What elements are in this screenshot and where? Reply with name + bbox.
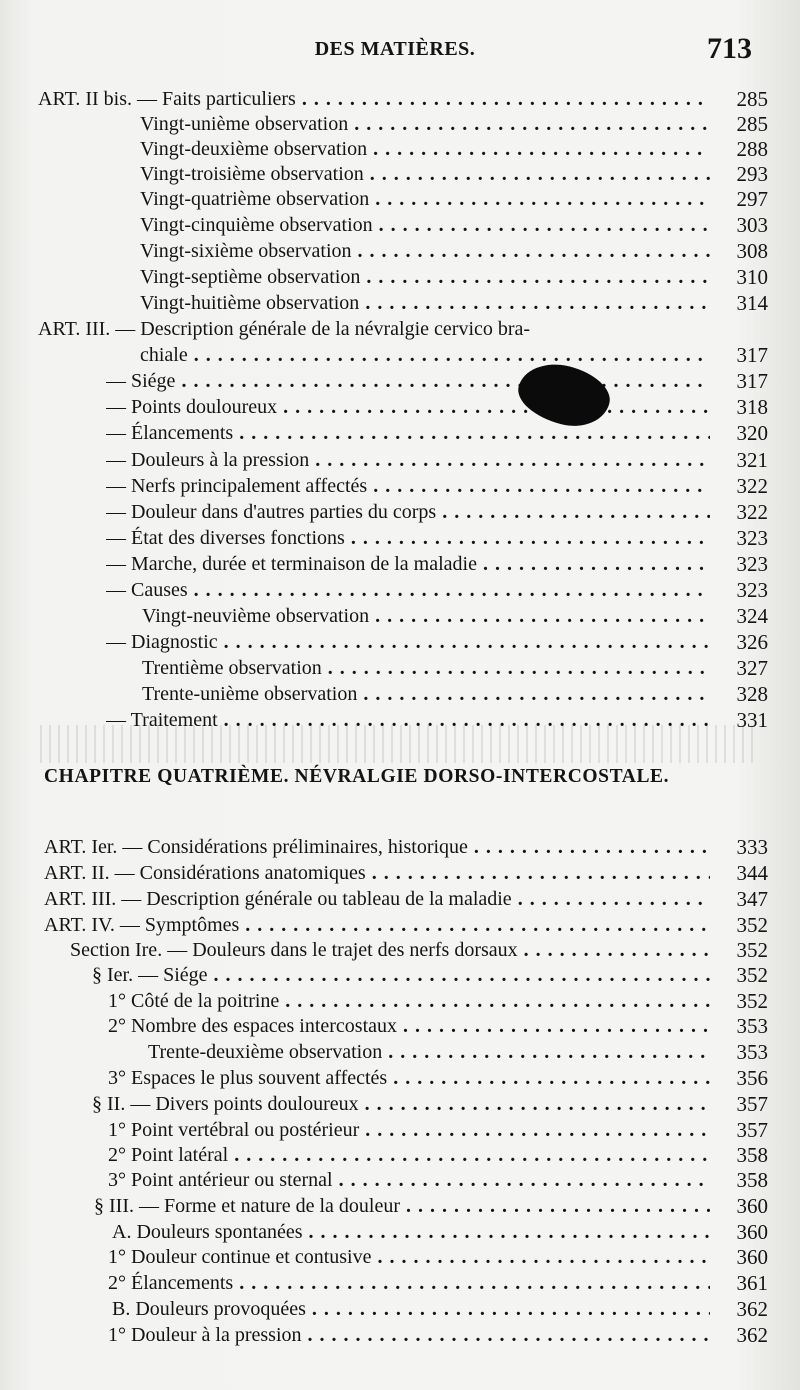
toc-entry: — État des diverses fonctions . . . 323 — [0, 525, 800, 551]
running-title: DES MATIÈRES. — [314, 38, 476, 60]
toc-entry: Vingt-septième observation . . . 310 — [0, 264, 800, 290]
toc-entry: 2° Élancements . . . 361 — [0, 1270, 800, 1296]
page-number: 713 — [707, 32, 752, 65]
toc-entry: Section Ire. — Douleurs dans le trajet des nerfs dorsaux . . . 352 — [0, 937, 800, 963]
toc-entry: A. Douleurs spontanées . . . 360 — [0, 1219, 800, 1245]
toc-entry: § Ier. — Siége . . . 352 — [0, 962, 800, 988]
toc-entry: ART. Ier. — Considérations préliminaires, historique . . . 333 — [0, 834, 800, 860]
toc-entry: — Douleur dans d'autres parties du corps . . . 322 — [0, 499, 800, 525]
toc-entry: — Causes . . . 323 — [0, 577, 800, 603]
toc-entry: 2° Nombre des espaces intercostaux . . . 353 — [0, 1013, 800, 1039]
toc-entry: Trente-unième observation . . . 328 — [0, 681, 800, 707]
toc-entry: — Douleurs à la pression . . . 321 — [0, 447, 800, 473]
toc-entry: — Points douloureux . . . 318 — [0, 394, 800, 420]
toc-entry: Vingt-deuxième observation . . . 288 — [0, 136, 800, 162]
toc-entry: Vingt-huitième observation . . . 314 — [0, 290, 800, 316]
toc-entry: 1° Douleur à la pression . . . 362 — [0, 1322, 800, 1348]
toc-entry: 1° Point vertébral ou postérieur . . . 357 — [0, 1117, 800, 1143]
toc-entry: Vingt-quatrième observation . . . 297 — [0, 186, 800, 212]
toc-entry: — Siége . . . 317 — [0, 368, 800, 394]
toc-entry: ART. II bis. — Faits particuliers . . . 285 — [0, 86, 800, 112]
toc-entry: Trentième observation . . . 327 — [0, 655, 800, 681]
chapter-heading: CHAPITRE QUATRIÈME. NÉVRALGIE DORSO-INTERCOSTALE. — [44, 766, 670, 787]
toc-entry: 1° Côté de la poitrine . . . 352 — [0, 988, 800, 1014]
toc-entry: 3° Point antérieur ou sternal . . . 358 — [0, 1167, 800, 1193]
page-header — [0, 32, 800, 78]
toc-entry: — Diagnostic . . . 326 — [0, 629, 800, 655]
toc-entry: Vingt-unième observation . . . 285 — [0, 111, 800, 137]
toc-entry: chiale . . . 317 — [0, 342, 800, 368]
toc-entry: — Marche, durée et terminaison de la maladie . . . 323 — [0, 551, 800, 577]
toc-entry: 1° Douleur continue et contusive . . . 360 — [0, 1244, 800, 1270]
toc-entry: 3° Espaces le plus souvent affectés . . . 356 — [0, 1065, 800, 1091]
toc-entry: Trente-deuxième observation . . . 353 — [0, 1039, 800, 1065]
toc-entry: Vingt-troisième observation . . . 293 — [0, 161, 800, 187]
toc-entry: ART. II. — Considérations anatomiques . . . 344 — [0, 860, 800, 886]
toc-entry: Vingt-cinquième observation . . . 303 — [0, 212, 800, 238]
toc-entry: Vingt-sixième observation . . . 308 — [0, 238, 800, 264]
toc-entry: ART. IV. — Symptômes . . . 352 — [0, 912, 800, 938]
toc-entry: — Traitement . . . 331 — [0, 707, 800, 733]
toc-entry: § III. — Forme et nature de la douleur . . . 360 — [0, 1193, 800, 1219]
toc-entry: ART. III. — Description générale de la névralgie cervico bra- — [38, 318, 531, 340]
toc-entry: § II. — Divers points douloureux . . . 357 — [0, 1091, 800, 1117]
toc-entry: 2° Point latéral . . . 358 — [0, 1142, 800, 1168]
toc-entry: B. Douleurs provoquées . . . 362 — [0, 1296, 800, 1322]
toc-entry: — Nerfs principalement affectés . . . 322 — [0, 473, 800, 499]
toc-entry: — Élancements . . . 320 — [0, 420, 800, 446]
toc-entry: ART. III. — Description générale ou tableau de la maladie . . . 347 — [0, 886, 800, 912]
toc-entry: Vingt-neuvième observation . . . 324 — [0, 603, 800, 629]
